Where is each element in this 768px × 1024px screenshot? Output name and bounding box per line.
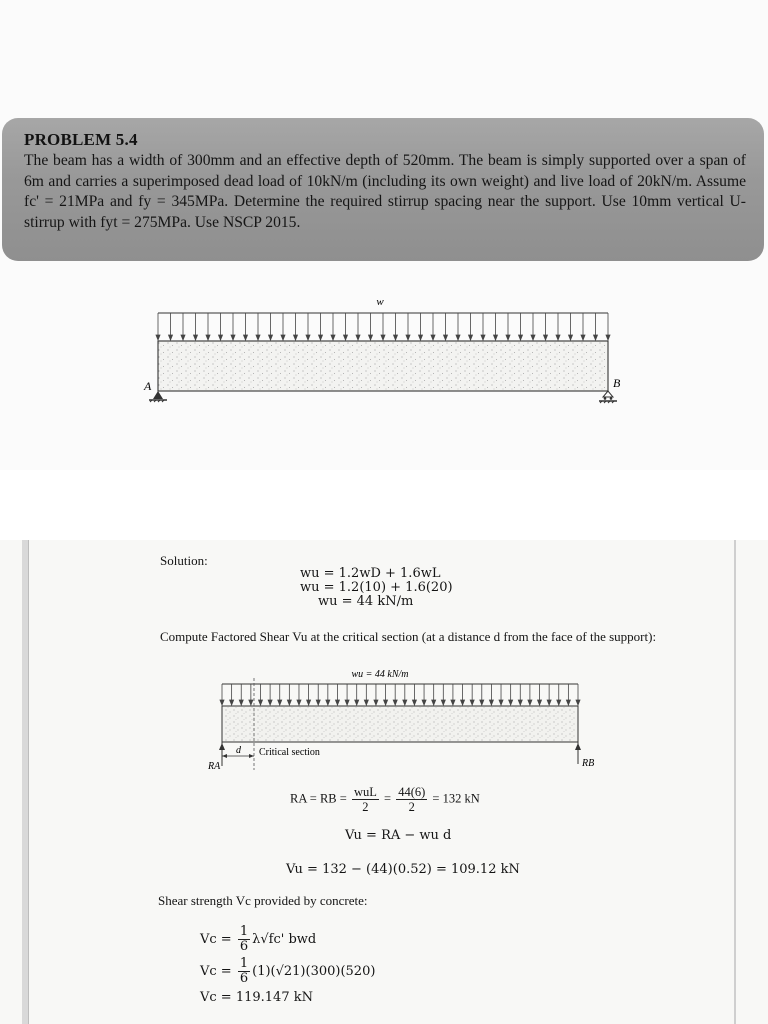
reaction-rb-label: RB [582, 758, 595, 769]
factored-load-equations [300, 567, 480, 609]
eq-wu-substitution: wu = 1.2(10) + 1.6(20) [300, 580, 453, 595]
pin-support-a [149, 391, 167, 402]
load-label-w: w [376, 296, 384, 308]
reaction-fraction-1: wuL 2 [353, 785, 377, 814]
vc-substitution: Vc = $\frac{1}{6}$ (1)(√21)(300)(520) [200, 956, 376, 986]
support-b-label: B [613, 376, 621, 390]
problem-text: The beam has a width of 300mm and an effective depth of 520mm. The beam is simply supported over a span of 6m and carries a superimposed dead load of 10kN/m (including its own weight) and live load of 20kN/m. Assume fc' = 21MPa and fy = 345MPa. Determine the required stirrup spacing near the support. Use 10mm vertical U-stirrup with fyt = 275MPa. Use NSCP 2015. [24, 152, 746, 231]
problem-statement-box [2, 118, 764, 261]
load-label-wu: wu = 44 kN/m [351, 669, 409, 680]
distributed-load-arrows [156, 313, 610, 340]
reaction-lhs: RA = RB = [290, 791, 347, 806]
support-a-label: A [144, 379, 152, 393]
reaction-fraction-2: $\frac{44(6)}{2}$ [398, 785, 426, 814]
eq-wu-formula: wu = 1.2wD + 1.6wL [300, 566, 441, 581]
beam-diagram-top [130, 292, 630, 412]
problem-title: PROBLEM 5.4 [24, 130, 138, 149]
roller-support-b [599, 391, 617, 403]
reaction-equation: RA = RB = wuL 2 = $\frac{44(6)}{2}$ = 132 kN [290, 785, 480, 814]
distributed-load-arrows-wu [220, 684, 580, 705]
page-right-edge [734, 540, 736, 1024]
reaction-result: = 132 kN [432, 791, 480, 806]
vc-result: Vc = 119.147 kN [200, 990, 313, 1005]
shear-strength-text: Shear strength Vc provided by concrete: [158, 893, 368, 908]
vu-calculation: Vu = 132 − (44)(0.52) = 109.12 kN [286, 862, 520, 877]
page-binding-edge [22, 540, 29, 1024]
vu-definition: Vu = RA − wu d [345, 828, 452, 843]
solution-heading: Solution: [160, 553, 208, 568]
vc-formula: Vc = $\frac{1}{6}$ λ√fc' bwd [200, 924, 317, 954]
reaction-ra-label: RA [208, 761, 221, 772]
beam-body [158, 341, 608, 391]
d-dimension-label: d [236, 745, 241, 756]
solution-page [0, 540, 768, 1024]
beam-body-bottom [222, 706, 578, 742]
eq-wu-result: wu = 44 kN/m [318, 594, 414, 609]
compute-shear-text: Compute Factored Shear Vu at the critical section (at a distance d from the face of the support): [160, 629, 657, 644]
critical-section-label: Critical section [259, 747, 320, 758]
beam-diagram-critical-section [200, 666, 600, 776]
page-gap [0, 470, 768, 545]
